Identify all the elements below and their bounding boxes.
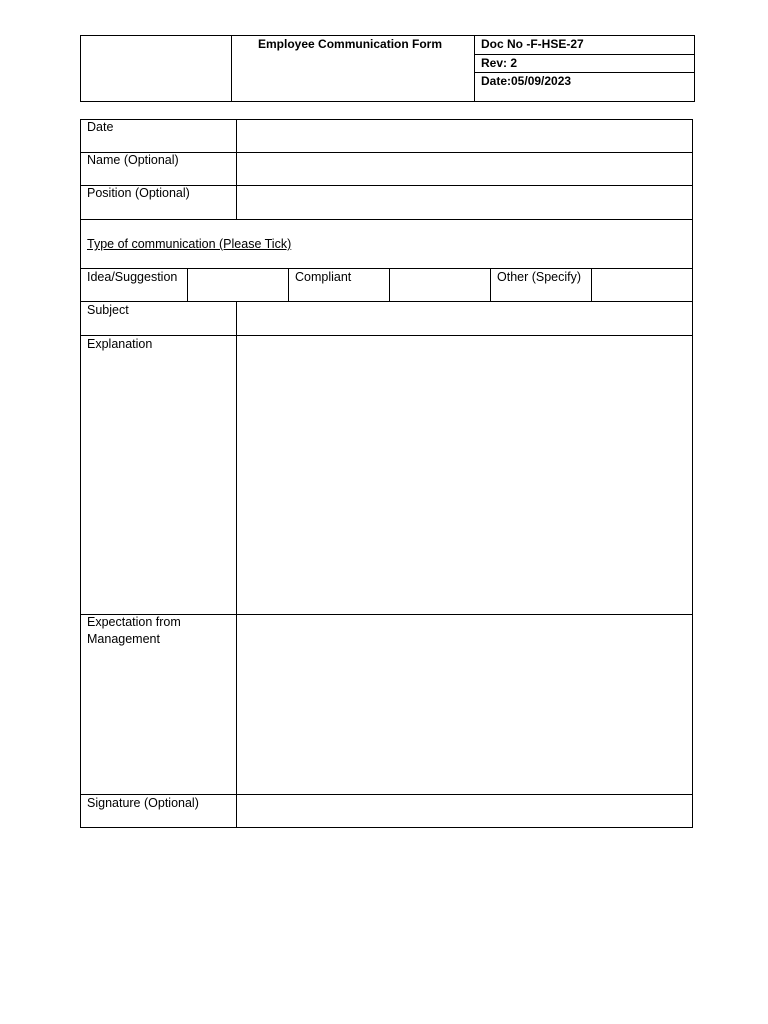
tick-divider-4: [490, 268, 491, 302]
signature-field[interactable]: [237, 795, 692, 827]
other-specify-field[interactable]: [592, 269, 692, 301]
document-date: Date:05/09/2023: [481, 74, 572, 88]
compliant-label: Compliant: [295, 270, 352, 284]
form-border-left: [80, 119, 81, 828]
name-label: Name (Optional): [87, 153, 179, 167]
doc-number: Doc No -F-HSE-27: [481, 37, 584, 51]
idea-suggestion-label: Idea/Suggestion: [87, 270, 178, 284]
logo-cell: [81, 36, 231, 101]
form-border-bottom: [80, 827, 693, 828]
revision: Rev: 2: [481, 56, 518, 70]
expectation-field[interactable]: [237, 615, 692, 794]
header-divider-logo: [231, 35, 232, 102]
subject-label: Subject: [87, 303, 129, 317]
signature-label: Signature (Optional): [87, 796, 199, 810]
position-field[interactable]: [237, 186, 692, 219]
idea-suggestion-tick-box[interactable]: [188, 269, 288, 301]
header-divider-meta: [474, 35, 475, 102]
tick-divider-2: [288, 268, 289, 302]
row-line-3: [80, 219, 693, 220]
form-border-right: [692, 119, 693, 828]
expectation-label: Expectation from Management: [87, 615, 181, 646]
form-title: Employee Communication Form: [258, 37, 443, 51]
subject-field[interactable]: [237, 302, 692, 335]
explanation-field[interactable]: [237, 336, 692, 614]
communication-type-label: Type of communication (Please Tick): [87, 237, 292, 251]
date-label: Date: [87, 120, 114, 134]
other-specify-label: Other (Specify): [497, 270, 582, 284]
header-border-right: [694, 35, 695, 102]
name-field[interactable]: [237, 153, 692, 185]
date-field[interactable]: [237, 120, 692, 152]
compliant-tick-box[interactable]: [390, 269, 490, 301]
header-border-bottom: [80, 101, 695, 102]
explanation-label: Explanation: [87, 337, 153, 351]
position-label: Position (Optional): [87, 186, 190, 200]
